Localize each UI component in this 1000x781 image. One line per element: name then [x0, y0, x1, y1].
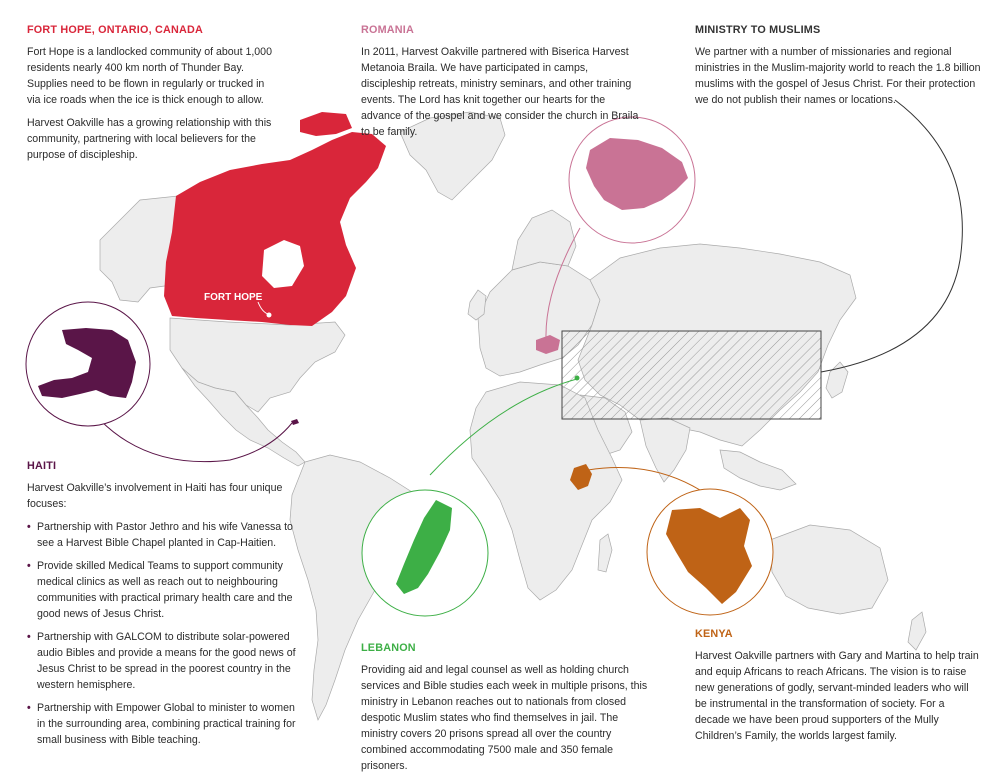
muslim-region-box	[562, 331, 821, 419]
canada-paragraph-2: Harvest Oakville has a growing relationship with this community, partnering with local believers for the purpose of discipleship.	[27, 117, 272, 161]
haiti-bullet-text: Partnership with Empower Global to minister to women in the surrounding area, combining practical training for small business with Bible teaching.	[37, 702, 296, 746]
muslims-connector	[821, 100, 962, 372]
muslims-section	[695, 22, 985, 115]
haiti-intro: Harvest Oakville’s involvement in Haiti has four unique focuses:	[27, 482, 283, 510]
haiti-heading: HAITI	[27, 460, 57, 472]
romania-paragraph: In 2011, Harvest Oakville partnered with Biserica Harvest Metanoia Braila. We have participated in camps, discipleship retreats, ministry seminars, and other training events. The Lord has knit together our hearts for the advance of the gospel and we consider the church in Braila to be family.	[361, 46, 639, 138]
southeast-asia-shape	[720, 450, 796, 490]
kenya-section	[695, 626, 980, 751]
scandinavia-shape	[512, 210, 576, 270]
india-shape	[640, 418, 690, 482]
bullet-dot-icon: •	[27, 702, 31, 714]
haiti-bullet	[27, 519, 297, 551]
bullet-dot-icon: •	[27, 521, 31, 533]
canada-paragraph-1: Fort Hope is a landlocked community of about 1,000 residents nearly 400 km north of Thunder Bay. Supplies need to be flown in regularly or trucked in via ice roads when the ice is thick enough to allow.	[27, 46, 272, 106]
romania-heading: ROMANIA	[361, 24, 414, 36]
haiti-bullet	[27, 700, 297, 748]
usa-shape	[170, 318, 345, 412]
romania-section	[361, 22, 643, 147]
canada-heading: FORT HOPE, ONTARIO, CANADA	[27, 24, 203, 36]
australia-shape	[770, 525, 888, 614]
lebanon-section	[361, 640, 651, 781]
bullet-dot-icon: •	[27, 560, 31, 572]
haiti-bullet-text: Partnership with GALCOM to distribute solar-powered audio Bibles and provide a means for the good news of Jesus Christ to be spread in the poorest country in the western hemisphere.	[37, 631, 296, 691]
lebanon-paragraph: Providing aid and legal counsel as well as holding church services and Bible studies each week in multiple prisons, this ministry in Lebanon reaches out to nationals from closed despotic Muslim states who find themselves in jail. The ministry covers 20 prisons spread all over the country combined accommodating 7500 male and 350 female prisoners.	[361, 664, 648, 772]
fort-hope-map-label: FORT HOPE	[204, 292, 263, 303]
haiti-bullet	[27, 558, 297, 622]
lebanon-heading: LEBANON	[361, 642, 416, 654]
haiti-map-shape	[291, 419, 299, 425]
haiti-bullet	[27, 629, 297, 693]
fort-hope-marker	[267, 313, 272, 318]
haiti-bullet-text: Provide skilled Medical Teams to support community medical clinics as well as reach out to neighbouring communities with practical primary health care and the good news of Jesus Christ.	[37, 560, 293, 620]
canada-section	[27, 22, 277, 170]
kenya-heading: KENYA	[695, 628, 733, 640]
kenya-paragraph: Harvest Oakville partners with Gary and Martina to help train and equip Africans to reach Africans. The vision is to raise new generations of godly, servant-minded leaders who will be instrumental in the transformation of society. For a decade we have been proud supporters of the Mully Children’s Family, the worlds largest family.	[695, 650, 979, 742]
canada-arctic-islands-shape	[300, 112, 352, 136]
madagascar-shape	[598, 534, 612, 572]
haiti-section	[27, 458, 297, 755]
muslims-paragraph: We partner with a number of missionaries and regional ministries in the Muslim-majority world to reach the 1.8 billion muslims with the gospel of Jesus Christ. For their protection we do not publish their names or locations.	[695, 46, 981, 106]
bullet-dot-icon: •	[27, 631, 31, 643]
muslims-heading: MINISTRY TO MUSLIMS	[695, 24, 821, 36]
haiti-bullet-text: Partnership with Pastor Jethro and his wife Vanessa to see a Harvest Bible Chapel planted in Cap-Haitien.	[37, 521, 293, 549]
